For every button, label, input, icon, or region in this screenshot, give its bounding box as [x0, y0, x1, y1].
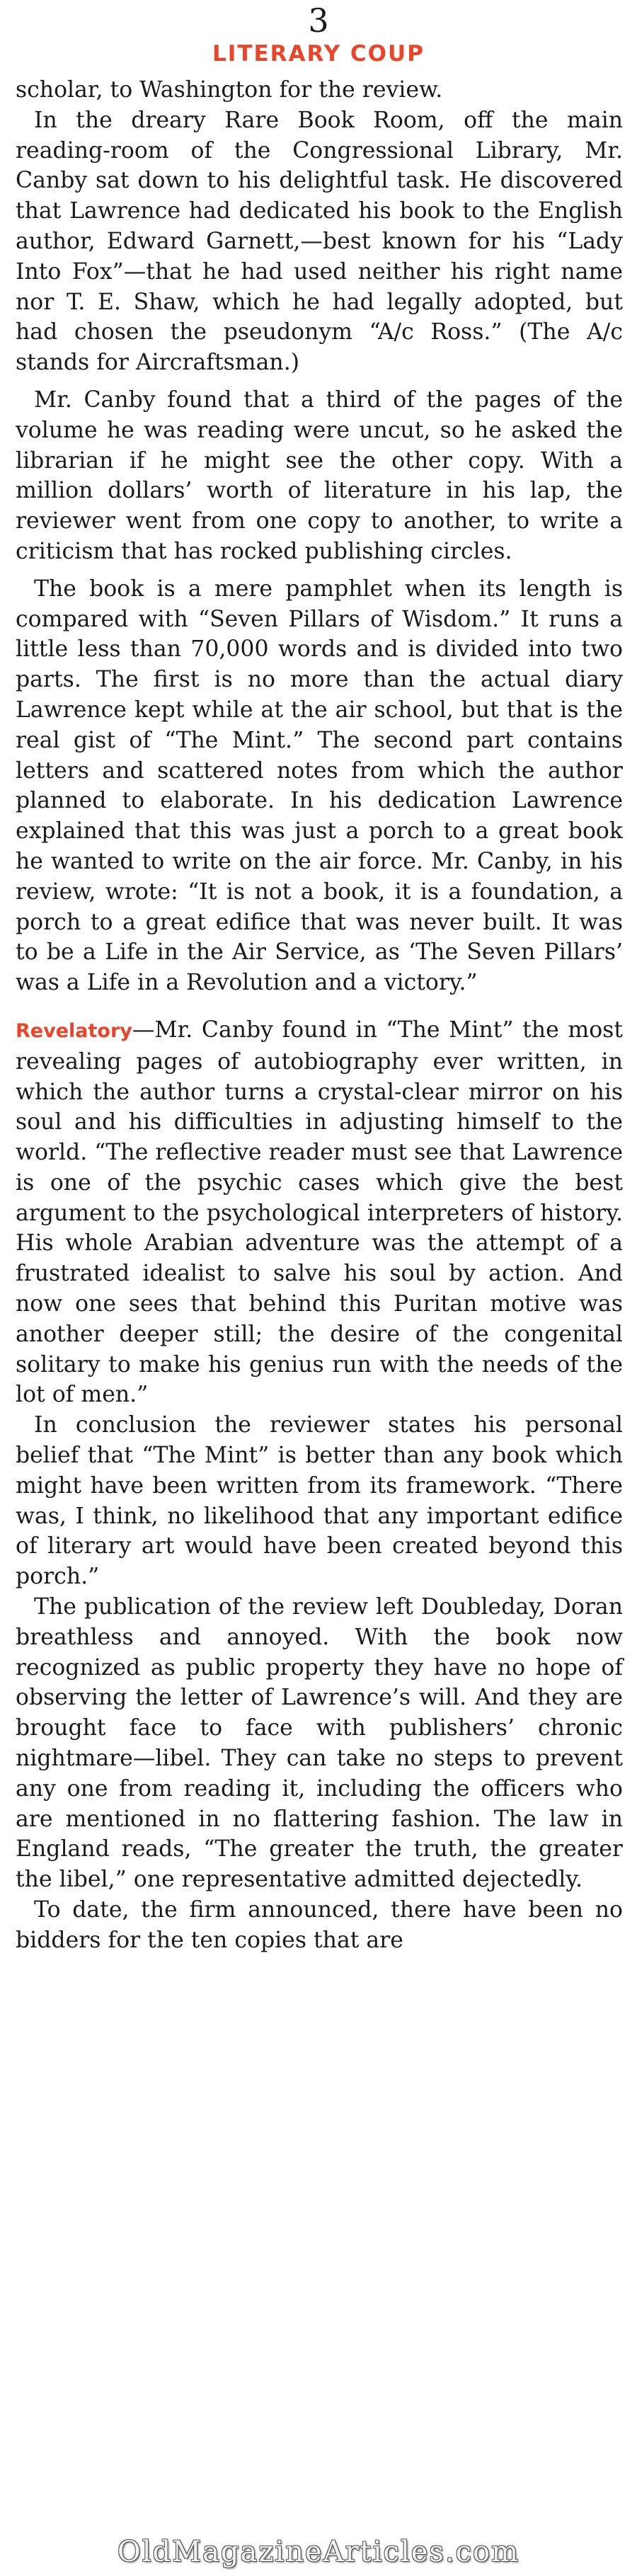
article-paragraph: To date, the firm announced, there have been no bidders for the ten copies that are — [16, 1897, 623, 1953]
subhead-paragraph — [16, 1015, 623, 1410]
subhead-label: Revelatory — [16, 1019, 132, 1042]
site-watermark: OldMagazineArticles.com — [117, 2536, 520, 2568]
article-paragraph: In the dreary Rare Book Room, off the main reading-room of the Congressional Library, Mr. Canby sat down to his delightful task. He discovered that Lawrence had dedicated his book to the English author, Edward Garnett,—best known for his “Lady Into Fox”—that he had used neither his right name nor T. E. Shaw, which he had legally adopted, but had chosen the pseudonym “A/c Ross.” (The A/c stands for Aircraftsman.) — [16, 107, 623, 376]
article-body — [16, 75, 623, 1956]
article-paragraph: In conclusion the reviewer states his personal belief that “The Mint” is better than any book which might have been written from its framework. “There was, I think, no likelihood that any important edifice of literary art would have been created beyond this porch.” — [16, 1412, 623, 1590]
article-paragraph: The publication of the review left Doubleday, Doran breathless and annoyed. With the book now recognized as public property they have no hope of observing the letter of Lawrence’s will. And they are brought face to face with publishers’ chronic nightmare—libel. They can take no steps to prevent any one from reading it, including the officers who are mentioned in no flattering fashion. The law in England reads, “The greater the truth, the greater the libel,” one representative admitted dejectedly. — [16, 1594, 623, 1893]
article-paragraph: scholar, to Washington for the review. — [16, 77, 443, 103]
page-number: 3 — [308, 1, 329, 40]
section-title: LITERARY COUP — [212, 41, 425, 67]
article-paragraph: The book is a mere pamphlet when its length is compared with “Seven Pillars of Wisdom.” It runs a little less than 70,000 words and is divided into two parts. The first is no more than the actual diary Lawrence kept while at the air school, but that is the real gist of “The Mint.” The second part contains letters and scattered notes from which the author planned to elaborate. In his dedication Lawrence explained that this was just a porch to a great book he wanted to write on the air force. Mr. Canby, in his review, wrote: “It is not a book, it is a foundation, a porch to a great edifice that was never built. It was to be a Life in the Air Service, as ‘The Seven Pillars’ was a Life in a Revolution and a victory.” — [16, 576, 623, 996]
subhead-paragraph-text: —Mr. Canby found in “The Mint” the most revealing pages of autobiography ever written, in which the author turns a crystal-clear mirror on his soul and his difficulties in adjusting himself to the world. “The reflective reader must see that Lawrence is one of the psychic cases which give the best argument to the psychological interpreters of history. His whole Arabian adventure was the attempt of a frustrated idealist to salve his soul by action. And now one sees that behind this Puritan motive was another deeper still; the desire of the congenital solitary to make his genius run with the needs of the lot of men.” — [16, 1017, 623, 1408]
article-paragraph: Mr. Canby found that a third of the pages of the volume he was reading were uncut, so he asked the librarian if he might see the other copy. With a million dollars’ worth of literature in his lap, the reviewer went from one copy to another, to write a criticism that has rocked publishing circles. — [16, 387, 623, 564]
